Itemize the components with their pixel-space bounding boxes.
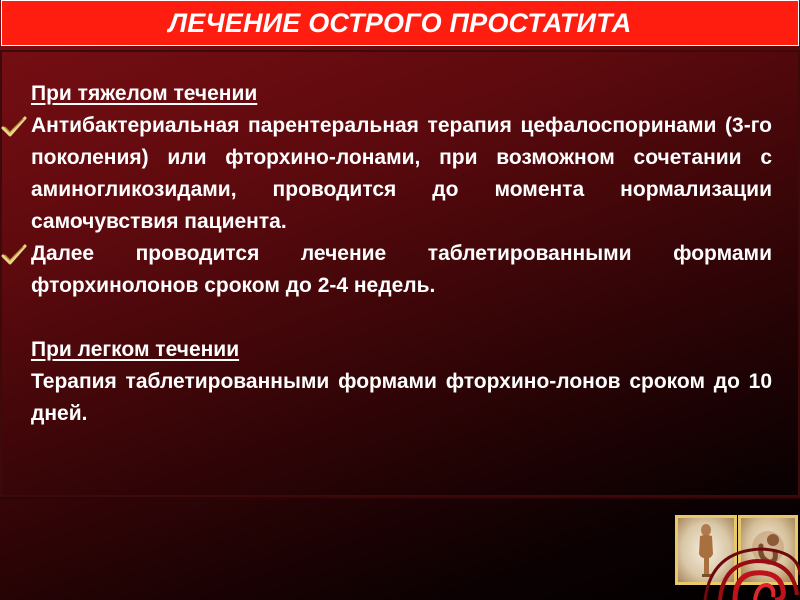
red-spiral-decoration (675, 545, 800, 600)
slide-title: ЛЕЧЕНИЕ ОСТРОГО ПРОСТАТИТА (168, 7, 632, 38)
mild-text: Терапия таблетированными формами фторхино-лонов сроком до 10 дней. (31, 370, 772, 425)
checkmark-icon (1, 116, 27, 138)
severe-heading: При тяжелом течении (31, 82, 258, 105)
bullet-text: Антибактериальная парентеральная терапия цефалоспоринами (3-го поколения) или фторхино-лонами, при возможном сочетании с аминогликозидами, проводится до момента нормализации самочувствия пациента. (31, 114, 772, 233)
mild-heading: При легком течении (31, 338, 240, 361)
bullet-text: Далее проводится лечение таблетированными формами фторхинолонов сроком до 2-4 недель. (31, 242, 772, 297)
title-bar (1, 0, 799, 46)
spacer (31, 302, 772, 334)
checkmark-icon (1, 244, 27, 266)
frame-divider (0, 497, 800, 499)
bullet-item (31, 238, 772, 302)
bullet-item (31, 110, 772, 238)
slide-content (31, 78, 772, 430)
